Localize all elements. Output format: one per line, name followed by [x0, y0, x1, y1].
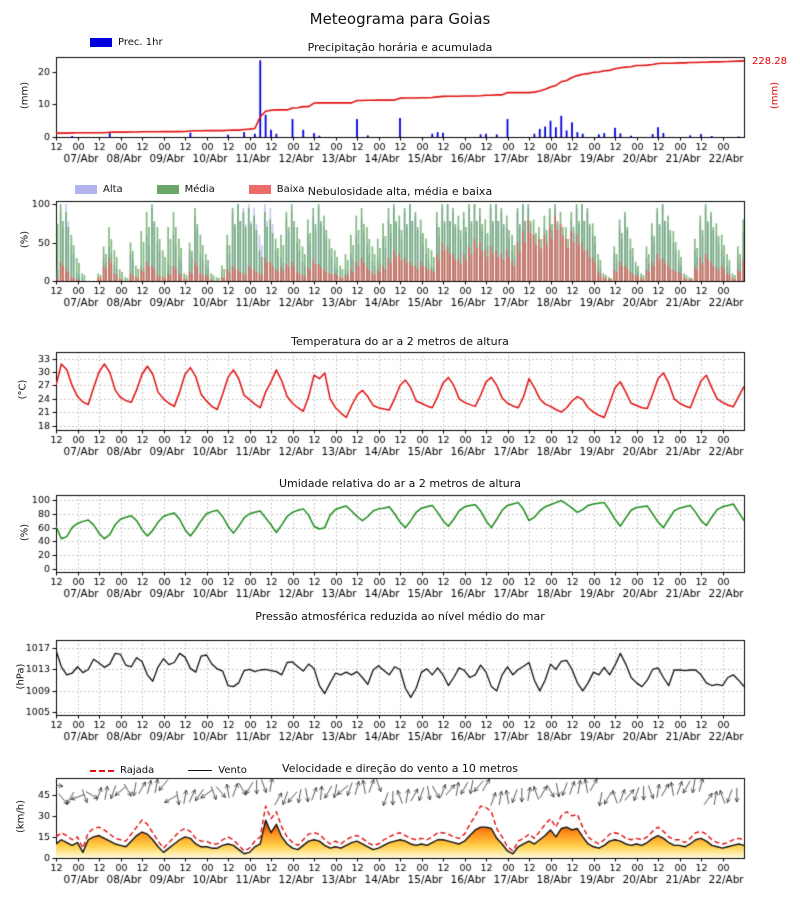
- pressure-title: Pressão atmosférica reduzida ao nível médio do mar: [255, 610, 545, 623]
- humidity-title: Umidade relativa do ar a 2 metros de altura: [278, 477, 522, 490]
- cloud-baixa-swatch: [249, 185, 271, 194]
- vento-legend-label: Vento: [218, 765, 247, 776]
- wind-title: Velocidade e direção do vento a 10 metros: [282, 762, 518, 775]
- wind-ylabel: (km/h): [15, 799, 27, 834]
- precip-ylabel: (mm): [19, 81, 31, 110]
- temp-title: Temperatura do ar a 2 metros de altura: [291, 335, 509, 348]
- vento-line-swatch: [188, 770, 212, 771]
- rajada-legend-label: Rajada: [120, 765, 155, 776]
- cloud-alta-label: Alta: [103, 184, 123, 195]
- page-title: Meteograma para Goias: [309, 10, 491, 28]
- cloud-media-label: Média: [184, 184, 215, 195]
- cloud-legend: [75, 184, 333, 195]
- accumulated-ylabel: (mm): [769, 81, 781, 110]
- cloud-title: Nebulosidade alta, média e baixa: [307, 185, 493, 198]
- pressure-ylabel: (hPa): [15, 663, 27, 690]
- temp-ylabel: (°C): [17, 379, 29, 400]
- precip-title: Precipitação horária e acumulada: [307, 41, 493, 54]
- cloud-ylabel: (%): [19, 230, 31, 249]
- wind-legend: [90, 765, 275, 776]
- precip-legend: [90, 37, 191, 48]
- precip-legend-swatch: [90, 38, 112, 47]
- rajada-line-swatch: [90, 770, 114, 772]
- precip-legend-label: Prec. 1hr: [118, 37, 163, 48]
- cloud-media-swatch: [157, 185, 179, 194]
- humidity-ylabel: (%): [19, 523, 31, 542]
- cloud-alta-swatch: [75, 185, 97, 194]
- accumulated-total: 228.28: [752, 56, 787, 67]
- cloud-baixa-label: Baixa: [276, 184, 305, 195]
